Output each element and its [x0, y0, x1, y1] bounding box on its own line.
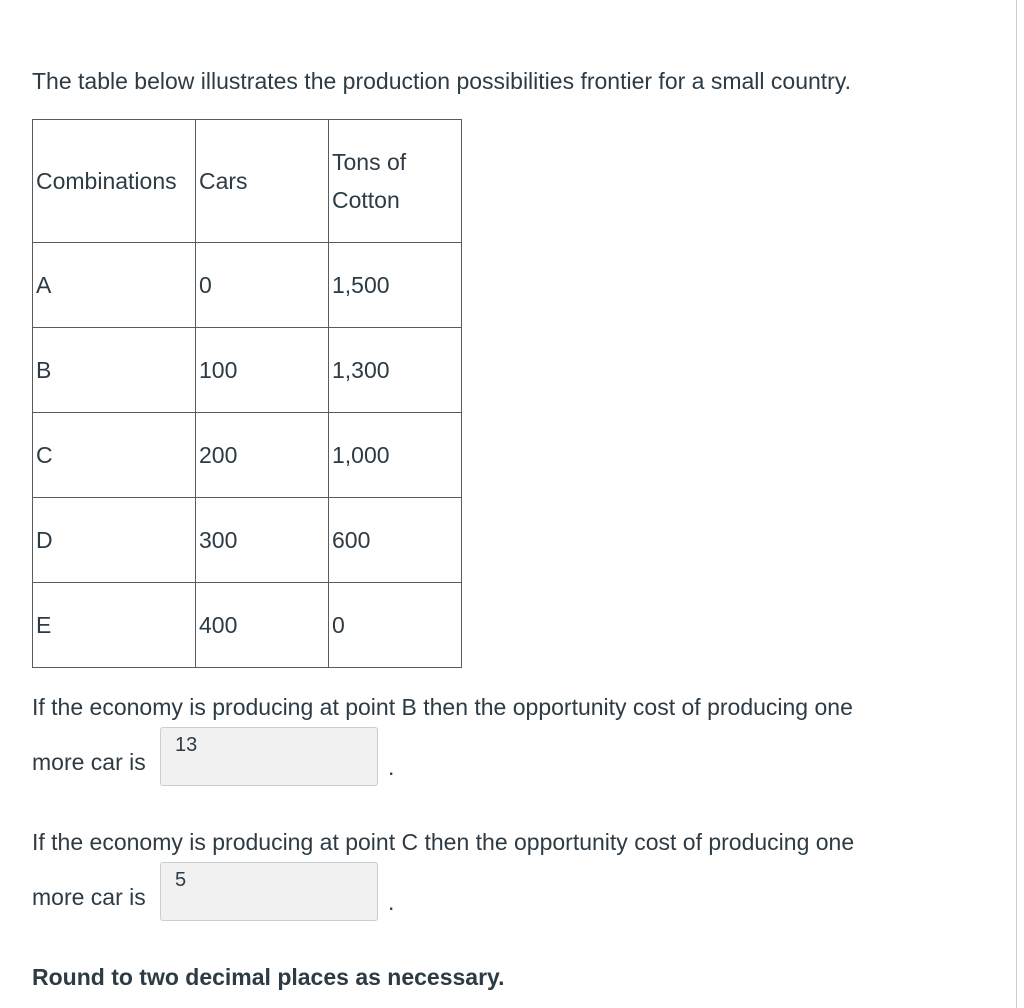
cell-cars: 400	[196, 583, 329, 668]
header-cars-label: Cars	[199, 168, 248, 194]
cell-combination: A	[33, 243, 196, 328]
cell-cotton: 600	[329, 498, 462, 583]
header-cotton-line2: Cotton	[332, 187, 400, 213]
cell-cotton: 0	[329, 583, 462, 668]
question-1-text: If the economy is producing at point B then the opportunity cost of producing one	[32, 694, 853, 720]
intro-text: The table below illustrates the production possibilities frontier for a small country.	[32, 68, 852, 94]
cell-combination: B	[33, 328, 196, 413]
rounding-note: Round to two decimal places as necessary.	[32, 964, 505, 990]
cell-combination: C	[33, 413, 196, 498]
header-combinations	[33, 120, 196, 243]
question-2-text: If the economy is producing at point C then the opportunity cost of producing one	[32, 829, 855, 855]
cell-cars: 300	[196, 498, 329, 583]
header-cotton	[329, 120, 462, 243]
table-row	[33, 328, 462, 413]
ppf-table	[32, 119, 462, 668]
header-cars	[196, 120, 329, 243]
table-row	[33, 243, 462, 328]
header-combinations-label: Combinations	[36, 168, 177, 194]
cell-cotton: 1,000	[329, 413, 462, 498]
question-2-period: .	[388, 889, 395, 915]
cell-combination: E	[33, 583, 196, 668]
cell-cotton: 1,500	[329, 243, 462, 328]
page-border	[1016, 0, 1017, 1008]
answer-input-2[interactable]	[160, 862, 378, 921]
cell-cotton: 1,300	[329, 328, 462, 413]
table-header-row	[33, 120, 462, 243]
cell-cars: 200	[196, 413, 329, 498]
cell-cars: 100	[196, 328, 329, 413]
cell-combination: D	[33, 498, 196, 583]
table-row	[33, 413, 462, 498]
table-row	[33, 583, 462, 668]
cell-cars: 0	[196, 243, 329, 328]
question-1-period: .	[388, 754, 395, 780]
question-2-prompt: more car is	[32, 884, 146, 910]
question-1-prompt: more car is	[32, 749, 146, 775]
table-row	[33, 498, 462, 583]
header-cotton-line1: Tons of	[332, 149, 407, 175]
answer-input-1[interactable]	[160, 727, 378, 786]
